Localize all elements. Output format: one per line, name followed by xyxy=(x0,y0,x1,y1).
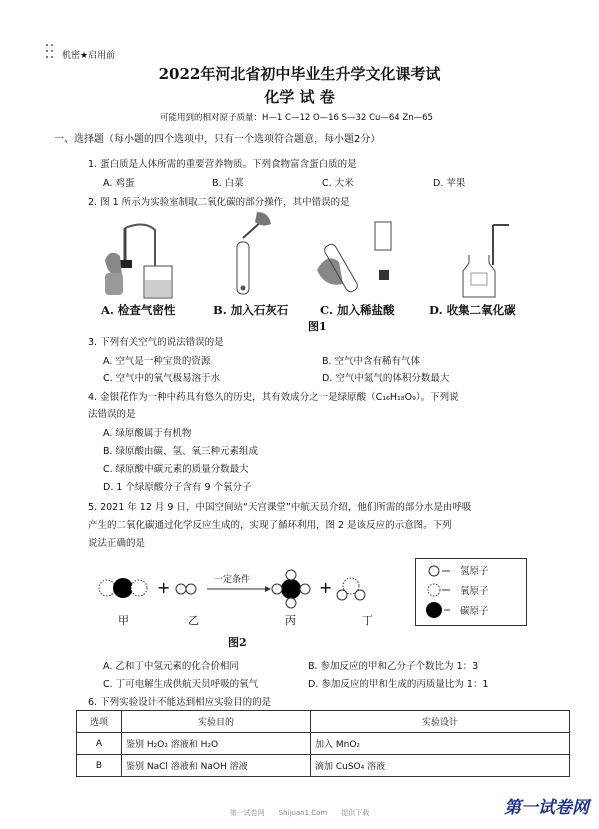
table-cell: A xyxy=(77,733,122,755)
q5-option-b: B. 参加反应的甲和乙分子个数比为 1：3 xyxy=(308,661,479,672)
q4-option-b: B. 绿原酸由碳、氢、氧三种元素组成 xyxy=(103,446,259,457)
q2-label-b: B. 加入石灰石 xyxy=(213,303,289,317)
q3-option-b: B. 空气中含有稀有气体 xyxy=(322,356,421,367)
table-cell: 鉴别 H₂O₂ 溶液和 H₂O xyxy=(122,733,311,755)
figure-1-caption: 图1 xyxy=(308,320,327,333)
q2-label-d: D. 收集二氧化碳 xyxy=(429,303,516,317)
q4-stem-line1: 4. 金银花作为一种中药具有悠久的历史，其有效成分之一是绿原酸（C₁₆H₁₈O₉）。下列说 xyxy=(88,392,459,403)
q1-stem: 1. 蛋白质是人体所需的重要营养物质。下列食物富含蛋白质的是 xyxy=(88,159,357,170)
q5-stem-line1: 5. 2021 年 12 月 9 日，中国空间站“天宫课堂”中航天员介绍，他们所需的部分水是由呼吸 xyxy=(88,502,472,513)
name-jia: 甲 xyxy=(118,614,129,627)
q3-option-d: D. 空气中氮气的体积分数最大 xyxy=(322,373,450,384)
legend-carbon: 碳原子 xyxy=(460,606,489,617)
table-header-row xyxy=(77,711,570,733)
secret-label: 机密★启用前 xyxy=(62,51,116,61)
name-bing: 丙 xyxy=(285,614,296,627)
q5-stem-line3: 说法正确的是 xyxy=(88,538,146,549)
q4-option-d: D. 1 个绿原酸分子含有 9 个氧分子 xyxy=(103,482,252,493)
h2-molecule xyxy=(176,584,196,594)
legend-oxygen: 氧原子 xyxy=(460,586,489,597)
ch4-molecule xyxy=(272,570,310,608)
table-header: 选项 xyxy=(77,711,122,733)
reaction-condition: 一定条件 xyxy=(214,575,251,585)
atom-legend xyxy=(415,558,527,626)
q3-option-c: C. 空气中的氧气极易溶于水 xyxy=(103,373,221,384)
table-header: 实验目的 xyxy=(122,711,311,733)
airtightness-check-illustration xyxy=(100,218,180,298)
q5-option-c: C. 丁可电解生成供航天员呼吸的氧气 xyxy=(103,679,259,690)
q5-option-a: A. 乙和丁中氢元素的化合价相同 xyxy=(103,661,239,672)
name-yi: 乙 xyxy=(188,614,199,627)
q3-stem: 3. 下列有关空气的说法错误的是 xyxy=(88,337,224,348)
table-row xyxy=(77,733,570,755)
exam-subtitle: 化学 试 卷 xyxy=(264,88,335,106)
table-cell: 鉴别 NaCl 溶液和 NaOH 溶液 xyxy=(122,755,311,777)
svg-text:+: + xyxy=(157,578,171,597)
exam-title: 2022年河北省初中毕业生升学文化课考试 xyxy=(158,65,441,83)
h2o-molecule xyxy=(337,578,365,600)
atomic-masses: 可能用到的相对原子质量：H—1 C—12 O—16 S—32 Cu—64 Zn—65 xyxy=(160,113,433,123)
footer-text: 第一试卷网 Shijuan1.Com 提供下载 xyxy=(229,809,370,817)
q4-option-c: C. 绿原酸中碳元素的质量分数最大 xyxy=(103,464,249,475)
table-cell: 加入 MnO₂ xyxy=(311,733,570,755)
q6-stem: 6. 下列实验设计不能达到相应实验目的的是 xyxy=(88,697,272,708)
collect-co2-illustration xyxy=(455,225,515,297)
brand-watermark: 第一试卷网 xyxy=(504,798,589,818)
q1-option-a: A. 鸡蛋 xyxy=(103,178,135,189)
table-row xyxy=(77,755,570,777)
drag-handle-icon[interactable] xyxy=(46,44,56,62)
q4-option-a: A. 绿原酸属于有机物 xyxy=(103,428,192,439)
q2-label-a: A. 检查气密性 xyxy=(101,303,176,317)
q1-option-b: B. 白菜 xyxy=(212,178,244,189)
figure-2-caption: 图2 xyxy=(228,636,247,649)
legend-hydrogen: 氢原子 xyxy=(460,566,489,577)
q2-stem: 2. 图 1 所示为实验室制取二氧化碳的部分操作，其中错误的是 xyxy=(88,197,350,208)
name-ding: 丁 xyxy=(362,614,373,627)
q5-option-d: D. 参加反应的甲和生成的丙质量比为 1：1 xyxy=(308,679,489,690)
section-heading: 一、选择题（每小题的四个选项中，只有一个选项符合题意，每小题2分） xyxy=(54,134,381,145)
q6-table xyxy=(76,710,570,777)
q3-option-a: A. 空气是一种宝贵的资源 xyxy=(103,356,211,367)
q4-stem-line2: 法错误的是 xyxy=(88,409,136,420)
q2-label-c: C. 加入稀盐酸 xyxy=(320,303,395,317)
add-limestone-illustration xyxy=(225,212,275,297)
add-acid-illustration xyxy=(315,222,395,297)
svg-text:+: + xyxy=(319,578,333,597)
table-cell: 滴加 CuSO₄ 溶液 xyxy=(311,755,570,777)
q5-stem-line2: 产生的二氧化碳通过化学反应生成的，实现了循环利用，图 2 是该反应的示意图。下列 xyxy=(88,520,452,531)
table-header: 实验设计 xyxy=(311,711,570,733)
co2-molecule xyxy=(99,578,147,598)
table-cell: B xyxy=(77,755,122,777)
q1-option-d: D. 苹果 xyxy=(433,178,466,189)
q1-option-c: C. 大米 xyxy=(322,178,354,189)
